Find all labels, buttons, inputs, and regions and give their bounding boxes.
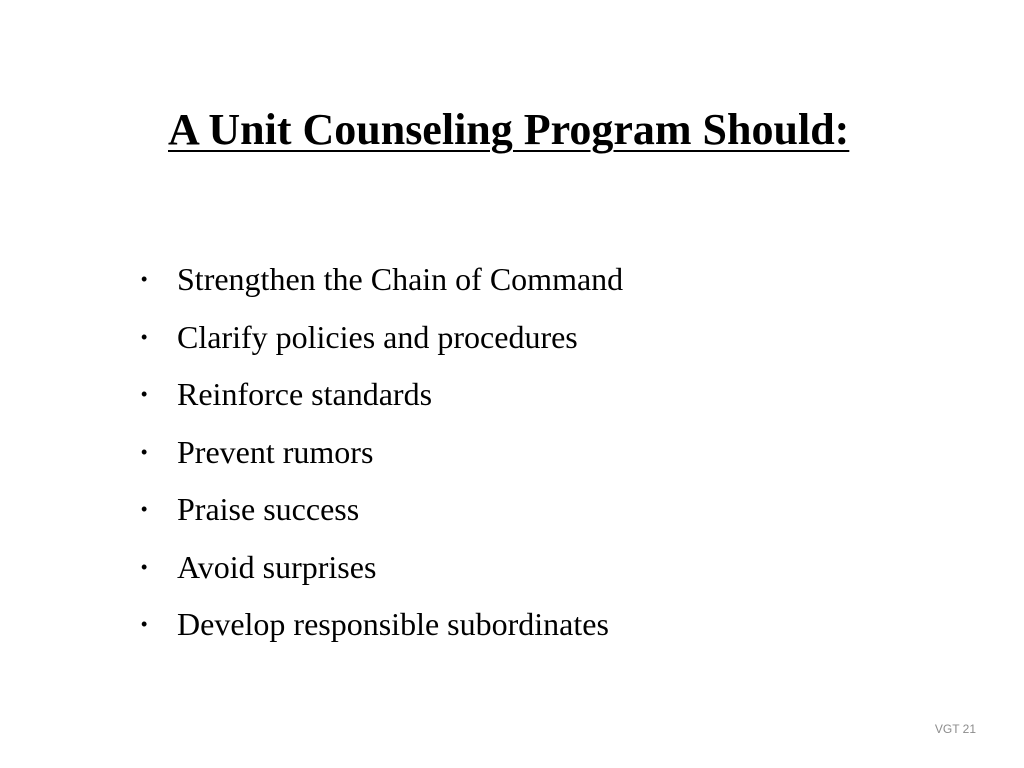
list-item — [136, 596, 623, 654]
slide-footer: VGT 21 — [934, 722, 976, 736]
list-item-text: Develop responsible subordinates — [177, 606, 609, 642]
bullet-dot-icon: • — [141, 326, 148, 347]
list-item — [136, 251, 623, 309]
list-item — [136, 539, 623, 597]
bullet-dot-icon: • — [141, 269, 148, 289]
bullet-dot-icon: • — [141, 556, 148, 577]
list-item-text: Prevent rumors — [177, 433, 374, 470]
list-item-text: Avoid surprises — [177, 548, 377, 585]
list-item — [136, 366, 623, 424]
list-item-text: Reinforce standards — [177, 376, 433, 412]
list-item-text: Praise success — [177, 491, 360, 527]
list-item — [136, 481, 623, 539]
list-item-text: Strengthen the Chain of Command — [177, 261, 624, 297]
list-item-text: Clarify policies and procedures — [177, 318, 578, 355]
bullet-dot-icon: • — [141, 441, 148, 462]
list-item — [136, 309, 623, 367]
bullet-list — [136, 251, 623, 654]
bullet-dot-icon: • — [141, 384, 148, 404]
slide-title: A Unit Counseling Program Should: — [168, 105, 850, 154]
bullet-dot-icon: • — [141, 499, 148, 519]
bullet-dot-icon: • — [141, 614, 148, 634]
list-item — [136, 424, 623, 482]
